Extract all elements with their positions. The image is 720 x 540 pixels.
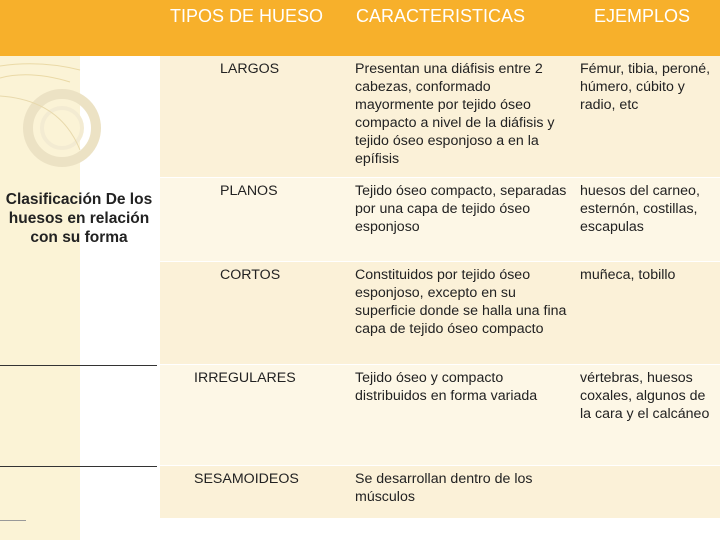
bone-type-cell: PLANOS <box>220 183 278 199</box>
characteristics-cell: Presentan una diáfisis entre 2 cabezas, conformado mayormente por tejido óseo compacto a nivel de la diáfisis y tejido óseo esponjoso a en la epífisis <box>355 61 555 167</box>
header-characteristics: CARACTERISTICAS <box>356 6 526 26</box>
bone-type-cell: SESAMOIDEOS <box>194 471 299 487</box>
divider-line <box>0 520 26 521</box>
bone-type-cell: IRREGULARES <box>194 370 296 386</box>
examples-cell: muñeca, tobillo <box>580 267 676 283</box>
classification-label: Clasificación De los huesos en relación con su forma <box>5 191 153 246</box>
examples-cell: Fémur, tibia, peroné, húmero, cúbito y radio, etc <box>580 61 711 113</box>
characteristics-cell: Se desarrollan dentro de los músculos <box>355 471 533 505</box>
characteristics-cell: Tejido óseo y compacto distribuidos en forma variada <box>355 370 538 404</box>
divider-line <box>0 365 157 366</box>
left-decorative-panel <box>0 0 160 540</box>
header-examples: EJEMPLOS <box>594 6 691 26</box>
table-row <box>160 56 720 178</box>
characteristics-cell: Constituidos por tejido óseo esponjoso, excepto en su superficie donde se halla una fina capa de tejido óseo compacto <box>355 267 567 337</box>
table-row <box>160 178 720 262</box>
table-header <box>0 0 720 56</box>
table-row <box>160 365 720 466</box>
examples-cell: huesos del carneo, esternón, costillas, escapulas <box>580 183 700 235</box>
divider-line <box>0 466 157 467</box>
characteristics-cell: Tejido óseo compacto, separadas por una capa de tejido óseo esponjoso <box>355 183 567 235</box>
bone-type-cell: LARGOS <box>220 61 280 77</box>
decorative-curves-graphic <box>0 0 160 540</box>
table-row <box>160 262 720 365</box>
bone-type-cell: CORTOS <box>220 267 281 283</box>
examples-cell: vértebras, huesos coxales, algunos de la cara y el calcáneo <box>580 370 710 422</box>
header-bone-types: TIPOS DE HUESO <box>170 6 324 26</box>
table-row <box>160 466 720 518</box>
